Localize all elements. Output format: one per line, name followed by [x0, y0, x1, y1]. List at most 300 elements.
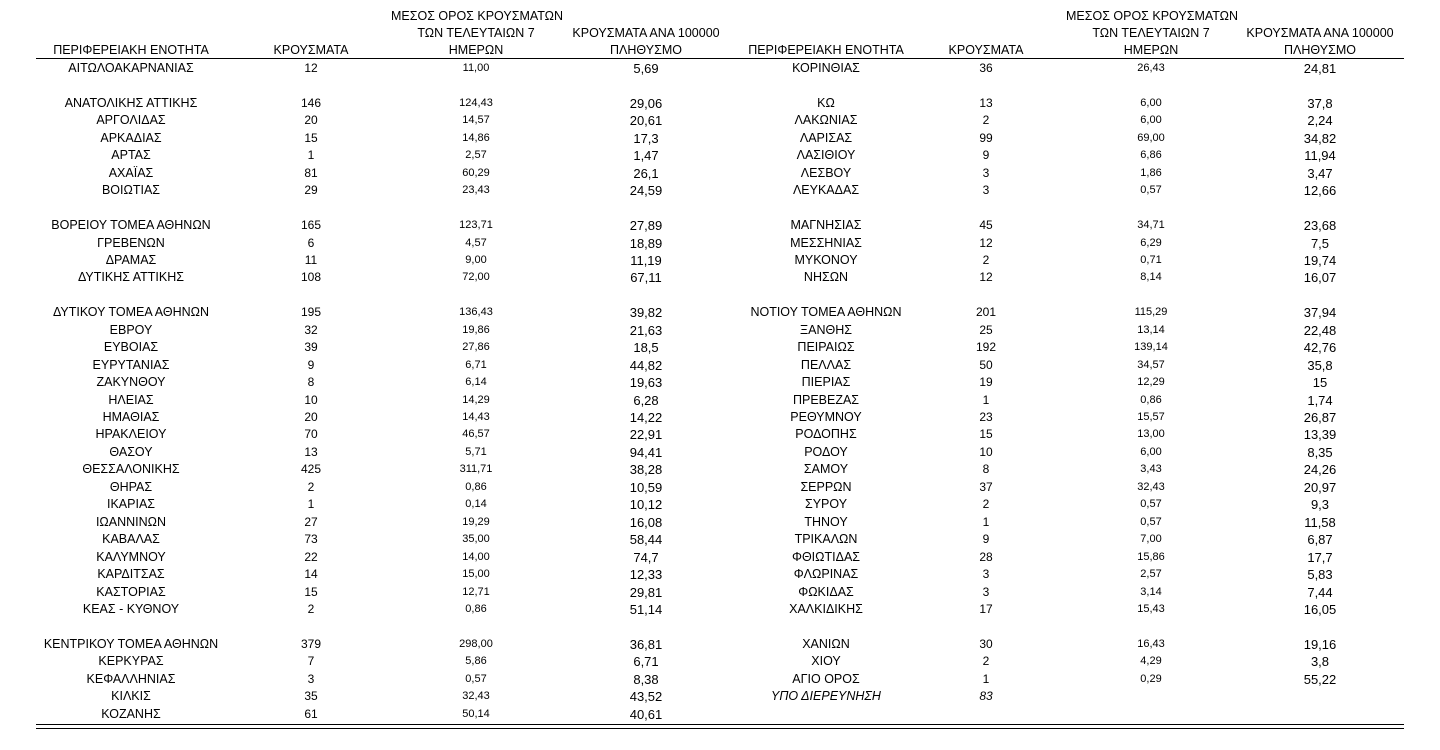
- right-avg-cell: 32,43: [1137, 480, 1165, 493]
- left-rate-cell: 43,52: [629, 689, 663, 705]
- right-name-cell: ΡΟΔΟΠΗΣ: [795, 427, 857, 442]
- table-row: [36, 461, 1404, 478]
- right-name-cell: ΛΑΡΙΣΑΣ: [799, 130, 853, 145]
- right-name-cell: ΡΕΘΥΜΝΟΥ: [790, 410, 862, 424]
- header-rate-left-line1: ΚΡΟΥΣΜΑΤΑ ΑΝΑ 100000: [572, 26, 720, 40]
- left-avg-cell: 6,71: [465, 358, 487, 371]
- left-rate-cell: 20,61: [629, 113, 663, 129]
- left-avg-cell: 0,14: [465, 498, 487, 511]
- left-avg-cell: 14,43: [462, 411, 490, 423]
- left-name-cell: ΑΙΤΩΛΟΑΚΑΡΝΑΝΙΑΣ: [68, 61, 194, 75]
- left-avg-cell: 6,14: [465, 376, 487, 389]
- left-name-cell: ΖΑΚΥΝΘΟΥ: [96, 375, 166, 390]
- table-row: [36, 444, 1404, 461]
- right-cases-cell: 12: [979, 270, 993, 285]
- table-row: [36, 496, 1404, 513]
- left-cases-cell: 39: [304, 340, 318, 355]
- left-name-cell: ΑΡΓΟΛΙΔΑΣ: [96, 113, 166, 128]
- table-row: [36, 77, 1404, 94]
- table-row: [36, 252, 1404, 269]
- left-cases-cell: 6: [307, 235, 315, 250]
- table-row: [36, 200, 1404, 217]
- left-avg-cell: 2,57: [465, 149, 487, 162]
- left-cases-cell: 1: [307, 497, 315, 512]
- left-name-cell: ΔΥΤΙΚΟΥ ΤΟΜΕΑ ΑΘΗΝΩΝ: [52, 305, 210, 320]
- right-name-cell: ΤΡΙΚΑΛΩΝ: [794, 532, 858, 547]
- right-name-cell: ΠΕΛΛΑΣ: [800, 357, 852, 372]
- right-rate-cell: 22,48: [1303, 322, 1337, 338]
- right-name-cell: ΛΕΣΒΟΥ: [800, 165, 852, 180]
- right-rate-cell: 12,66: [1303, 183, 1337, 199]
- right-name-cell: ΤΗΝΟΥ: [804, 514, 848, 529]
- left-name-cell: ΚΟΖΑΝΗΣ: [101, 706, 161, 721]
- left-rate-cell: 36,81: [629, 636, 663, 652]
- right-avg-cell: 0,71: [1140, 253, 1162, 266]
- right-rate-cell: 16,07: [1303, 270, 1337, 286]
- right-name-cell: ΠΡΕΒΕΖΑΣ: [792, 392, 860, 407]
- right-name-cell: ΛΑΚΩΝΙΑΣ: [794, 113, 858, 128]
- right-avg-cell: 6,00: [1140, 445, 1162, 458]
- right-cases-cell: 10: [979, 444, 993, 459]
- left-rate-cell: 18,5: [633, 340, 659, 356]
- right-cases-cell: 1: [982, 392, 990, 407]
- right-avg-cell: 3,14: [1140, 585, 1162, 598]
- header-avg-left-line2: ΤΩΝ ΤΕΛΕΥΤΑΙΩΝ 7: [417, 26, 535, 40]
- header-rule: [36, 58, 1404, 59]
- left-avg-cell: 14,86: [462, 131, 490, 144]
- left-cases-cell: 10: [304, 392, 318, 407]
- right-cases-cell: 37: [979, 479, 993, 494]
- right-name-cell: ΚΩ: [817, 95, 835, 110]
- left-cases-cell: 15: [304, 130, 318, 145]
- left-avg-cell: 50,14: [462, 707, 490, 720]
- right-cases-cell: 15: [979, 427, 993, 442]
- left-cases-cell: 81: [304, 165, 318, 180]
- right-avg-cell: 0,57: [1140, 515, 1162, 528]
- right-name-cell: ΦΘΙΩΤΙΔΑΣ: [791, 549, 861, 564]
- left-rate-cell: 22,91: [629, 427, 663, 443]
- right-rate-cell: 24,26: [1303, 462, 1337, 478]
- right-name-cell: ΣΑΜΟΥ: [803, 462, 849, 477]
- left-rate-cell: 14,22: [629, 410, 663, 425]
- left-avg-cell: 5,86: [465, 655, 487, 668]
- left-name-cell: ΚΕΑΣ - ΚΥΘΝΟΥ: [82, 601, 180, 616]
- left-rate-cell: 21,63: [629, 322, 663, 338]
- left-avg-cell: 5,71: [465, 445, 487, 458]
- right-name-cell: ΠΕΙΡΑΙΩΣ: [797, 340, 855, 355]
- left-cases-cell: 12: [304, 61, 318, 75]
- left-name-cell: ΚΑΒΑΛΑΣ: [102, 532, 160, 547]
- left-name-cell: ΕΥΒΟΙΑΣ: [103, 340, 159, 355]
- right-avg-cell: 7,00: [1140, 533, 1162, 546]
- right-avg-cell: 3,43: [1140, 463, 1162, 476]
- left-avg-cell: 0,57: [465, 672, 487, 685]
- table-row: [36, 287, 1404, 304]
- table-row: [36, 584, 1404, 601]
- right-name-cell: ΜΥΚΟΝΟΥ: [794, 252, 858, 267]
- right-cases-cell: 1: [982, 514, 990, 529]
- right-rate-cell: 19,16: [1303, 636, 1337, 652]
- right-avg-cell: 2,57: [1140, 568, 1162, 581]
- right-avg-cell: 12,29: [1137, 376, 1165, 389]
- left-rate-cell: 17,3: [633, 130, 659, 146]
- left-rate-cell: 29,06: [629, 95, 663, 111]
- left-name-cell: ΗΛΕΙΑΣ: [108, 392, 154, 407]
- left-rate-cell: 39,82: [629, 305, 663, 321]
- table-row: [36, 671, 1404, 688]
- table-row: [36, 409, 1404, 426]
- header-cases-right: ΚΡΟΥΣΜΑΤΑ: [948, 43, 1024, 57]
- header-avg-left-line3: ΗΜΕΡΩΝ: [448, 43, 504, 57]
- left-cases-cell: 425: [300, 462, 322, 477]
- right-name-cell: ΜΕΣΣΗΝΙΑΣ: [790, 235, 862, 250]
- right-name-cell: ΛΑΣΙΘΙΟΥ: [796, 148, 856, 163]
- left-name-cell: ΑΡΤΑΣ: [111, 148, 151, 163]
- left-avg-cell: 123,71: [459, 219, 493, 232]
- right-name-cell: ΧΙΟΥ: [811, 654, 841, 669]
- left-rate-cell: 38,28: [629, 462, 663, 478]
- left-name-cell: ΚΙΛΚΙΣ: [111, 689, 151, 704]
- right-cases-cell: 8: [982, 462, 990, 477]
- left-rate-cell: 18,89: [629, 235, 663, 251]
- right-name-cell: ΣΥΡΟΥ: [804, 497, 848, 512]
- table-row: [36, 165, 1404, 182]
- right-cases-cell: 17: [979, 601, 993, 616]
- left-rate-cell: 51,14: [629, 601, 663, 617]
- table-row: [36, 549, 1404, 566]
- left-name-cell: ΔΥΤΙΚΗΣ ΑΤΤΙΚΗΣ: [78, 270, 184, 285]
- right-cases-cell: 3: [982, 584, 990, 599]
- left-cases-cell: 11: [304, 252, 318, 267]
- table-row: [36, 304, 1404, 321]
- right-rate-cell: 13,39: [1303, 427, 1337, 443]
- left-cases-cell: 15: [304, 584, 318, 599]
- left-name-cell: ΚΑΛΥΜΝΟΥ: [96, 549, 166, 564]
- left-name-cell: ΘΑΣΟΥ: [109, 444, 153, 459]
- right-name-cell: ΜΑΓΝΗΣΙΑΣ: [790, 218, 862, 233]
- left-cases-cell: 14: [304, 567, 318, 582]
- header-rate-left-line2: ΠΛΗΘΥΣΜΟ: [610, 43, 682, 57]
- left-avg-cell: 14,57: [462, 114, 490, 127]
- table-row: [36, 60, 1404, 77]
- right-name-cell: ΚΟΡΙΝΘΙΑΣ: [792, 61, 860, 75]
- right-name-cell: ΛΕΥΚΑΔΑΣ: [792, 183, 860, 198]
- left-avg-cell: 0,86: [465, 480, 487, 493]
- right-rate-cell: 16,05: [1303, 601, 1337, 617]
- right-rate-cell: 7,5: [1310, 235, 1330, 251]
- left-cases-cell: 7: [307, 654, 315, 669]
- right-cases-cell: 12: [979, 235, 993, 250]
- left-avg-cell: 11,00: [462, 62, 490, 74]
- right-avg-cell: 6,86: [1140, 149, 1162, 162]
- left-rate-cell: 11,19: [630, 252, 662, 268]
- table-row: [36, 147, 1404, 164]
- right-cases-cell: 2: [982, 113, 990, 128]
- table-row: [36, 357, 1404, 374]
- left-avg-cell: 0,86: [465, 602, 487, 615]
- left-rate-cell: 40,61: [629, 706, 663, 722]
- left-avg-cell: 19,86: [462, 323, 490, 336]
- right-name-cell: ΦΩΚΙΔΑΣ: [798, 584, 854, 599]
- left-name-cell: ΚΑΡΔΙΤΣΑΣ: [97, 567, 165, 582]
- table-row: [36, 235, 1404, 252]
- right-avg-cell: 0,57: [1140, 498, 1162, 511]
- left-avg-cell: 124,43: [459, 96, 493, 109]
- left-name-cell: ΒΟΡΕΙΟΥ ΤΟΜΕΑ ΑΘΗΝΩΝ: [51, 218, 211, 233]
- right-rate-cell: 37,8: [1307, 95, 1333, 111]
- left-avg-cell: 72,00: [462, 271, 490, 284]
- right-avg-cell: 4,29: [1140, 655, 1162, 668]
- left-name-cell: ΙΩΑΝΝΙΝΩΝ: [95, 514, 167, 529]
- right-rate-cell: 15: [1312, 375, 1328, 391]
- table-row: [36, 182, 1404, 199]
- right-cases-cell: 36: [979, 61, 993, 75]
- right-cases-cell: 9: [982, 532, 990, 547]
- right-name-cell: ΥΠΟ ΔΙΕΡΕΥΝΗΣΗ: [771, 689, 881, 704]
- left-cases-cell: 22: [304, 549, 318, 564]
- right-rate-cell: 37,94: [1303, 305, 1337, 321]
- left-name-cell: ΚΕΝΤΡΙΚΟΥ ΤΟΜΕΑ ΑΘΗΝΩΝ: [43, 636, 219, 651]
- left-avg-cell: 19,29: [462, 515, 490, 528]
- left-rate-cell: 5,69: [633, 61, 659, 76]
- right-cases-cell: 1: [982, 671, 990, 686]
- right-rate-cell: 9,3: [1310, 497, 1330, 513]
- right-avg-cell: 15,43: [1137, 602, 1165, 615]
- right-name-cell: ΡΟΔΟΥ: [804, 444, 848, 459]
- right-avg-cell: 139,14: [1134, 341, 1168, 354]
- left-avg-cell: 60,29: [462, 166, 490, 179]
- left-avg-cell: 32,43: [462, 690, 490, 703]
- right-avg-cell: 26,43: [1137, 62, 1165, 74]
- right-name-cell: ΦΛΩΡΙΝΑΣ: [793, 567, 859, 582]
- left-rate-cell: 26,1: [633, 165, 659, 181]
- left-name-cell: ΗΜΑΘΙΑΣ: [102, 410, 160, 424]
- table-row: [36, 706, 1404, 723]
- left-cases-cell: 35: [304, 689, 318, 704]
- left-rate-cell: 6,28: [633, 392, 659, 408]
- table-row: [36, 339, 1404, 356]
- left-avg-cell: 9,00: [465, 253, 487, 266]
- left-name-cell: ΗΡΑΚΛΕΙΟΥ: [95, 427, 167, 442]
- right-avg-cell: 69,00: [1137, 131, 1165, 144]
- right-cases-cell: 2: [982, 497, 990, 512]
- left-rate-cell: 8,38: [633, 671, 659, 687]
- left-rate-cell: 29,81: [629, 584, 663, 600]
- left-cases-cell: 61: [304, 706, 318, 721]
- right-rate-cell: 8,35: [1307, 444, 1333, 460]
- right-cases-cell: 3: [982, 165, 990, 180]
- header-avg-right-line3: ΗΜΕΡΩΝ: [1123, 43, 1179, 57]
- left-rate-cell: 1,47: [633, 148, 659, 164]
- header-avg-right-line1: ΜΕΣΟΣ ΟΡΟΣ ΚΡΟΥΣΜΑΤΩΝ: [1066, 9, 1239, 23]
- right-avg-cell: 6,29: [1140, 236, 1162, 249]
- table-row: [36, 426, 1404, 443]
- table-header: [36, 8, 1404, 58]
- left-cases-cell: 27: [304, 514, 318, 529]
- right-avg-cell: 16,43: [1137, 637, 1165, 650]
- table-row: [36, 618, 1404, 635]
- right-rate-cell: 11,58: [1304, 514, 1336, 530]
- left-cases-cell: 165: [300, 218, 322, 233]
- table-row: [36, 374, 1404, 391]
- right-avg-cell: 1,86: [1140, 166, 1162, 179]
- left-avg-cell: 46,57: [462, 428, 490, 441]
- right-cases-cell: 99: [979, 130, 993, 145]
- right-rate-cell: 20,97: [1303, 479, 1337, 495]
- right-rate-cell: 17,7: [1307, 549, 1333, 565]
- left-cases-cell: 73: [304, 532, 318, 547]
- right-rate-cell: 1,74: [1307, 392, 1333, 408]
- right-avg-cell: 0,29: [1140, 672, 1162, 685]
- right-avg-cell: 6,00: [1140, 96, 1162, 109]
- right-rate-cell: 19,74: [1303, 252, 1337, 268]
- table-row: [36, 130, 1404, 147]
- right-name-cell: ΞΑΝΘΗΣ: [800, 322, 852, 337]
- header-avg-right-line2: ΤΩΝ ΤΕΛΕΥΤΑΙΩΝ 7: [1092, 26, 1210, 40]
- right-name-cell: ΝΗΣΩΝ: [803, 270, 849, 285]
- left-name-cell: ΚΕΡΚΥΡΑΣ: [98, 654, 164, 669]
- left-rate-cell: 44,82: [629, 357, 663, 373]
- left-cases-cell: 32: [304, 322, 318, 337]
- right-name-cell: ΧΑΛΚΙΔΙΚΗΣ: [789, 601, 863, 616]
- left-rate-cell: 19,63: [629, 375, 663, 391]
- right-avg-cell: 8,14: [1140, 271, 1162, 284]
- right-rate-cell: 23,68: [1303, 218, 1337, 234]
- right-cases-cell: 30: [979, 636, 993, 651]
- right-cases-cell: 9: [982, 148, 990, 163]
- right-name-cell: ΑΓΙΟ ΟΡΟΣ: [792, 671, 860, 686]
- footer-rule-2: [36, 728, 1404, 729]
- table-row: [36, 479, 1404, 496]
- left-rate-cell: 6,71: [633, 654, 659, 670]
- right-name-cell: ΠΙΕΡΙΑΣ: [801, 375, 851, 390]
- right-cases-cell: 25: [979, 322, 993, 337]
- left-cases-cell: 3: [307, 671, 315, 686]
- left-avg-cell: 14,29: [462, 393, 490, 406]
- left-rate-cell: 67,11: [630, 270, 662, 286]
- left-name-cell: ΕΥΡΥΤΑΝΙΑΣ: [92, 357, 170, 372]
- right-cases-cell: 3: [982, 567, 990, 582]
- right-rate-cell: 6,87: [1307, 532, 1333, 548]
- right-rate-cell: 5,83: [1307, 567, 1333, 583]
- right-avg-cell: 0,57: [1140, 184, 1162, 197]
- left-name-cell: ΔΡΑΜΑΣ: [105, 252, 157, 267]
- header-cases-left: ΚΡΟΥΣΜΑΤΑ: [273, 43, 349, 57]
- right-rate-cell: 2,24: [1307, 113, 1333, 129]
- left-avg-cell: 311,71: [459, 463, 493, 476]
- right-cases-cell: 201: [975, 305, 997, 320]
- left-name-cell: ΑΧΑΪΑΣ: [108, 165, 154, 180]
- header-avg-left-line1: ΜΕΣΟΣ ΟΡΟΣ ΚΡΟΥΣΜΑΤΩΝ: [391, 9, 564, 23]
- left-rate-cell: 10,59: [629, 479, 663, 495]
- right-avg-cell: 34,71: [1137, 219, 1165, 232]
- left-rate-cell: 16,08: [629, 514, 663, 530]
- left-avg-cell: 12,71: [462, 585, 490, 598]
- header-rate-right-line2: ΠΛΗΘΥΣΜΟ: [1284, 43, 1356, 57]
- left-cases-cell: 70: [304, 427, 318, 442]
- right-rate-cell: 24,81: [1303, 61, 1337, 76]
- left-cases-cell: 13: [304, 444, 318, 459]
- right-rate-cell: 35,8: [1307, 357, 1333, 373]
- left-cases-cell: 9: [307, 357, 315, 372]
- left-rate-cell: 94,41: [629, 444, 663, 460]
- left-rate-cell: 27,89: [629, 218, 663, 234]
- left-cases-cell: 29: [304, 183, 318, 198]
- table-row: [36, 95, 1404, 112]
- right-name-cell: ΧΑΝΙΩΝ: [802, 636, 850, 651]
- left-avg-cell: 136,43: [459, 306, 493, 319]
- right-rate-cell: 11,94: [1304, 148, 1336, 164]
- right-avg-cell: 34,57: [1137, 358, 1165, 371]
- left-rate-cell: 58,44: [629, 532, 663, 548]
- table-row: [36, 688, 1404, 705]
- right-avg-cell: 0,86: [1140, 393, 1162, 406]
- right-cases-cell: 192: [975, 340, 997, 355]
- table-row: [36, 531, 1404, 548]
- left-cases-cell: 2: [307, 601, 315, 616]
- right-cases-cell: 28: [979, 549, 993, 564]
- left-name-cell: ΚΑΣΤΟΡΙΑΣ: [96, 584, 166, 599]
- left-cases-cell: 146: [300, 95, 322, 110]
- left-rate-cell: 12,33: [629, 567, 663, 583]
- left-avg-cell: 27,86: [462, 341, 490, 354]
- right-rate-cell: 34,82: [1303, 130, 1337, 146]
- header-rate-right-line1: ΚΡΟΥΣΜΑΤΑ ΑΝΑ 100000: [1246, 26, 1394, 40]
- left-rate-cell: 10,12: [629, 497, 663, 513]
- right-avg-cell: 115,29: [1134, 306, 1168, 319]
- table-row: [36, 392, 1404, 409]
- table-row: [36, 653, 1404, 670]
- footer-rule-1: [36, 724, 1404, 725]
- left-cases-cell: 379: [300, 636, 322, 651]
- table-row: [36, 322, 1404, 339]
- left-avg-cell: 4,57: [465, 236, 487, 249]
- right-rate-cell: 3,8: [1310, 654, 1330, 670]
- table-row: [36, 566, 1404, 583]
- left-avg-cell: 35,00: [462, 533, 490, 546]
- table-row: [36, 636, 1404, 653]
- right-cases-cell: 2: [982, 252, 990, 267]
- right-rate-cell: 3,47: [1307, 165, 1333, 181]
- table-row: [36, 269, 1404, 286]
- left-cases-cell: 195: [300, 305, 322, 320]
- right-cases-cell: 50: [979, 357, 993, 372]
- table-row: [36, 217, 1404, 234]
- right-cases-cell: 13: [979, 95, 993, 110]
- table-row: [36, 601, 1404, 618]
- left-avg-cell: 14,00: [462, 550, 490, 563]
- left-cases-cell: 20: [304, 113, 318, 128]
- left-name-cell: ΕΒΡΟΥ: [109, 322, 153, 337]
- right-cases-cell: 19: [979, 375, 993, 390]
- left-name-cell: ΙΚΑΡΙΑΣ: [106, 497, 156, 512]
- right-avg-cell: 13,00: [1137, 428, 1165, 441]
- table-row: [36, 514, 1404, 531]
- left-rate-cell: 74,7: [633, 549, 659, 565]
- left-cases-cell: 1: [307, 148, 315, 163]
- right-name-cell: ΣΕΡΡΩΝ: [800, 479, 852, 494]
- right-avg-cell: 6,00: [1140, 114, 1162, 127]
- header-region-right: ΠΕΡΙΦΕΡΕΙΑΚΗ ΕΝΟΤΗΤΑ: [748, 43, 904, 57]
- left-cases-cell: 108: [300, 270, 322, 285]
- right-cases-cell: 2: [982, 654, 990, 669]
- left-name-cell: ΑΡΚΑΔΙΑΣ: [100, 130, 162, 145]
- right-rate-cell: 55,22: [1303, 671, 1337, 687]
- right-cases-cell: 3: [982, 183, 990, 198]
- right-rate-cell: 42,76: [1303, 340, 1337, 356]
- table-row: [36, 112, 1404, 129]
- left-name-cell: ΓΡΕΒΕΝΩΝ: [97, 235, 165, 250]
